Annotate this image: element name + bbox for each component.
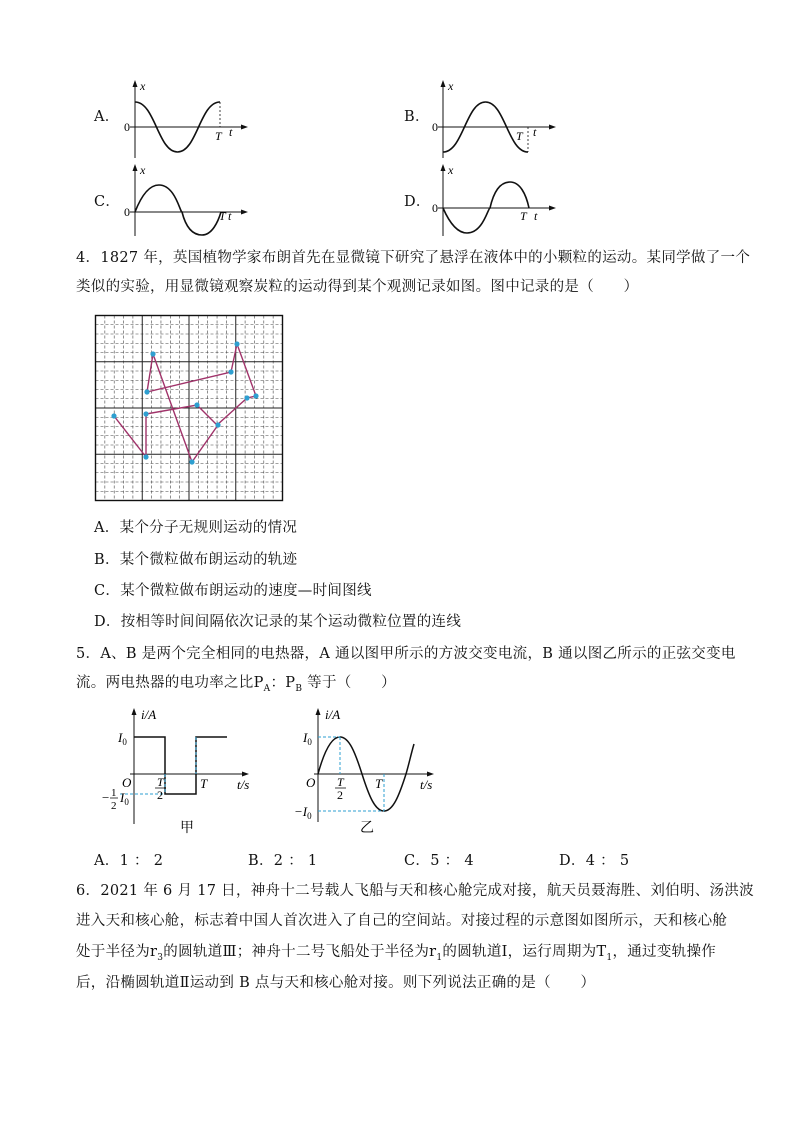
yi-origin: O [306, 775, 316, 790]
jia-half-den: 2 [111, 800, 117, 812]
q6-line3: 处于半径为$r_3$的圆轨道Ⅲ；神舟十二号飞船处于半径为$r_1$的圆轨道Ⅰ，运行周期为$T_1$，通过变轨操作 [76, 944, 717, 963]
figure-yi-sine-wave [292, 704, 442, 836]
option-b-x-label: x [448, 79, 454, 93]
option-a-t: t [229, 125, 233, 139]
yi-I0: $I_0$ [303, 730, 312, 747]
yi-t-half-num: T [337, 775, 344, 789]
trajectory-point [228, 369, 233, 374]
q5-option-d: D．4 ： 5 [559, 853, 630, 869]
option-d-T: T [520, 209, 527, 223]
option-a-T: T [215, 129, 222, 143]
option-d-x-label: x [448, 163, 454, 177]
yi-T: T [375, 776, 383, 791]
trajectory-point [253, 393, 258, 398]
q6-line1: 6．2021 年 6 月 17 日，神舟十二号载人飞船与天和核心舱完成对接，航天员聂海胜、刘伯明、汤洪波 [76, 883, 754, 899]
yi-axis-x: t/s [420, 777, 433, 792]
q4-stem-line2: 类似的实验，用显微镜观察炭粒的运动得到某个观测记录如图。图中记录的是（ ） [76, 279, 639, 295]
option-a-zero: 0 [124, 120, 130, 134]
jia-origin: O [122, 775, 132, 790]
trajectory-point [111, 413, 116, 418]
option-b-graph [428, 78, 558, 160]
option-d-label: D． [404, 194, 431, 210]
option-c-label: C． [94, 194, 121, 210]
option-b-zero: 0 [432, 120, 438, 134]
option-a-label: A． [94, 109, 120, 125]
q5-option-a: A．1 ： 2 [94, 853, 164, 869]
trajectory-point [144, 389, 149, 394]
yi-axis-y: i/A [325, 707, 341, 722]
trajectory-point [215, 422, 220, 427]
option-b-label: B． [404, 109, 430, 125]
trajectory-point [194, 402, 199, 407]
option-a-graph [120, 78, 250, 160]
option-c-t: t [228, 209, 232, 223]
q5-stem-line2: 流。两电热器的电功率之比$P_A$：$P_B$ 等于（ ） [76, 675, 396, 694]
option-c-T: T [219, 209, 226, 223]
option-c-zero: 0 [124, 205, 130, 219]
jia-t-half-den: 2 [157, 788, 163, 802]
jia-caption: 甲 [180, 821, 194, 836]
option-d-zero: 0 [432, 201, 438, 215]
q6-line2: 进入天和核心舱，标志着中国人首次进入了自己的空间站。对接过程的示意图如图所示，天和核心舱 [76, 913, 728, 929]
jia-I0-neg: $I_0$ [120, 790, 129, 807]
q4-option-b: B．某个微粒做布朗运动的轨迹 [94, 552, 298, 568]
figure-jia-square-wave [100, 704, 260, 836]
option-a-x-label: x [140, 79, 146, 93]
jia-axis-x: t/s [237, 777, 250, 792]
q5-option-c: C．5 ： 4 [404, 853, 474, 869]
trajectory-point [234, 341, 239, 346]
option-c-x-label: x [140, 163, 146, 177]
trajectory-point [143, 454, 148, 459]
q6-line4: 后，沿椭圆轨道Ⅱ运动到 B 点与天和核心舱对接。则下列说法正确的是（ ） [76, 975, 596, 991]
q4-option-c: C．某个微粒做布朗运动的速度—时间图线 [94, 583, 372, 599]
jia-t-half-num: T [157, 775, 164, 789]
option-d-graph [428, 162, 558, 238]
q4-option-d: D．按相等时间间隔依次记录的某个运动微粒位置的连线 [94, 614, 462, 630]
q4-stem-line1: 4．1827 年，英国植物学家布朗首先在显微镜下研究了悬浮在液体中的小颗粒的运动。某同学做了一个 [76, 250, 751, 266]
q4-option-a: A．某个分子无规则运动的情况 [94, 520, 298, 536]
jia-minus: − [102, 790, 110, 805]
yi-t-half-den: 2 [337, 788, 343, 802]
option-d-t: t [534, 209, 538, 223]
trajectory-point [150, 351, 155, 356]
yi-neg-I0: $-I_0$ [294, 804, 312, 821]
brownian-motion-figure [94, 314, 284, 502]
q5-option-b: B．2 ： 1 [248, 853, 318, 869]
q5-stem-line1: 5．A、B 是两个完全相同的电热器，A 通以图甲所示的方波交变电流，B 通以图乙所示的正弦交变电 [76, 646, 736, 662]
yi-caption: 乙 [360, 821, 374, 836]
jia-I0: $I_0$ [118, 730, 127, 747]
jia-axis-y: i/A [141, 707, 157, 722]
option-b-T: T [516, 129, 523, 143]
jia-T: T [200, 776, 208, 791]
option-b-t: t [533, 125, 537, 139]
jia-half-num: 1 [111, 787, 117, 799]
trajectory-point [143, 411, 148, 416]
trajectory-point [244, 395, 249, 400]
trajectory-point [189, 459, 194, 464]
option-c-graph [120, 162, 250, 238]
